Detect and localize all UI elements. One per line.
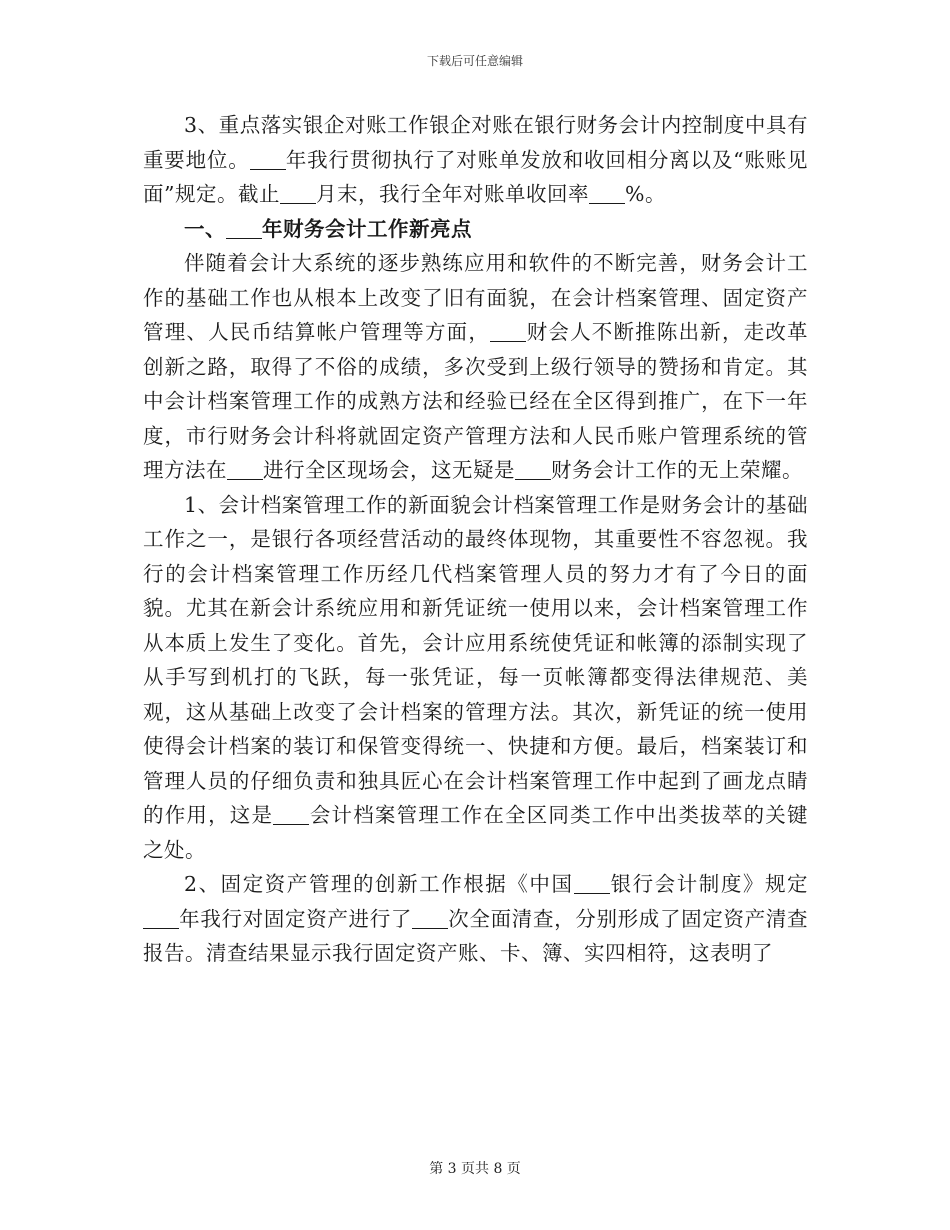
paragraph-text: 银行会计制度》规定 [609, 872, 808, 896]
paragraph-fixed-assets [143, 867, 808, 971]
blank-field [574, 873, 610, 895]
blank-field [226, 217, 262, 239]
blank-field [412, 907, 448, 929]
paragraph-text: 年我行贯彻执行了对账单发放和收回相分离以及“账账见面”规定。截止 [143, 147, 809, 206]
page-number: 第 3 页共 8 页 [429, 1161, 521, 1177]
page-header: 下载后可任意编辑 [426, 54, 523, 68]
blank-field [280, 183, 316, 205]
heading-text: 年财务会计工作新亮点 [262, 216, 472, 241]
blank-field [515, 459, 551, 481]
paragraph-text: 财会人不断推陈出新，走改革创新之路，取得了不俗的成绩，多次受到上级行领导的赞扬和肯定。其中会计档案管理工作的成熟方法和经验已经在全区得到推广，在下一年度，市行财务会计科将就固定资产管理方法和人民币账户管理系统的管理方法在 [143, 320, 809, 482]
paragraph-text: 伴随着会计大系统的逐步熟练应用和软件的不断完善，财务会计工作的基础工作也从根本上改变了旧有面貌，在会计档案管理、固定资产管理、人民币结算帐户管理等方面， [143, 251, 808, 344]
paragraph-text: 月末，我行全年对账单收回率 [315, 182, 589, 206]
blank-field [250, 148, 286, 170]
paragraph-text: 会计档案管理工作在全区同类工作中出类拔萃的关键之处。 [143, 803, 809, 862]
paragraph-text: 财务会计工作的无上荣耀。 [551, 458, 803, 482]
paragraph-highlights [143, 246, 808, 488]
section-heading [143, 212, 808, 247]
blank-field [273, 804, 309, 826]
paragraph-text: 2、固定资产管理的创新工作根据《中国 [184, 872, 574, 896]
paragraph-archives [143, 488, 808, 868]
paragraph-text: 次全面清查，分别形成了固定资产清查报告。清查结果显示我行固定资产账、卡、簿、实四相符，这表明了 [143, 906, 809, 965]
paragraph-text: 3、重点落实银企对账工作银企对账在银行财务会计内控制度中具有重要地位。 [143, 113, 808, 172]
blank-field [227, 459, 263, 481]
blank-field [490, 321, 526, 343]
document-body [143, 108, 808, 971]
blank-field [143, 907, 179, 929]
paragraph-text: 年我行对固定资产进行了 [179, 906, 413, 931]
paragraph-reconciliation [143, 108, 808, 212]
paragraph-text: 1、会计档案管理工作的新面貌会计档案管理工作是财务会计的基础工作之一，是银行各项经营活动的最终体现物，其重要性不容忽视。我行的会计档案管理工作历经几代档案管理人员的努力才有了今日的面貌。尤其在新会计系统应用和新凭证统一使用以来，会计档案管理工作从本质上发生了变化。首先，会计应用系统使凭证和帐簿的添制实现了从手写到机打的飞跃，每一张凭证，每一页帐簿都变得法律规范、美观，这从基础上改变了会计档案的管理方法。其次，新凭证的统一使用使得会计档案的装订和保管变得统一、快捷和方便。最后，档案装订和管理人员的仔细负责和独具匠心在会计档案管理工作中起到了画龙点睛的作用，这是 [143, 492, 808, 827]
paragraph-text: 进行全区现场会，这无疑是 [263, 458, 515, 482]
blank-field [589, 183, 625, 205]
heading-text: 一、 [184, 216, 226, 241]
paragraph-text: %。 [624, 182, 666, 206]
